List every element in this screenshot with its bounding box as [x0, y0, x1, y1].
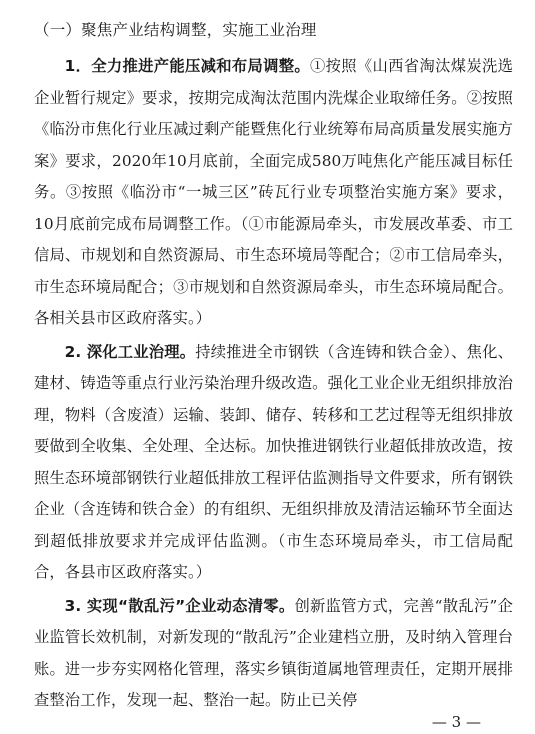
- page-number: — 3 —: [431, 713, 481, 731]
- paragraph-body: 创新监管方式，完善“散乱污”企业监管长效机制，对新发现的“散乱污”企业建档立册，及时纳入管理台账。进一步夯实网格化管理，落实乡镇街道属地管理责任，定期开展排查整治工作，发现一起、整治一起。防止已关停: [34, 596, 513, 709]
- paragraph-industrial-governance: [34, 337, 513, 589]
- paragraph-lead: 2. 深化工业治理。: [64, 342, 196, 361]
- paragraph-capacity-reduction: [34, 51, 513, 335]
- paragraph-body: ①按照《山西省淘汰煤炭洗选企业暂行规定》要求，按期完成淘汰范围内洗煤企业取缔任务。②按照《临汾市焦化行业压减过剩产能暨焦化行业统筹布局高质量发展实施方案》要求，2020年10月底前，全面完成580万吨焦化产能压减目标任务。③按照《临汾市“一城三区”砖瓦行业专项整治实施方案》要求，10月底前完成布局调整工作。（①市能源局牵头，市发展改革委、市工信局、市规划和自然资源局、市生态环境局等配合；②市工信局牵头，市生态环境局配合；③市规划和自然资源局牵头，市生态环境局配合。各相关县市区政府落实。）: [34, 57, 513, 327]
- paragraph-body: 持续推进全市钢铁（含连铸和铁合金）、焦化、建材、铸造等重点行业污染治理升级改造。强化工业企业无组织排放治理，物料（含废渣）运输、装卸、储存、转移和工艺过程等无组织排放要做到全收集、全处理、全达标。加快推进钢铁行业超低排放改造，按照生态环境部钢铁行业超低排放工程评估监测指导文件要求，所有钢铁企业（含连铸和铁合金）的有组织、无组织排放及清洁运输环节全面达到超低排放要求并完成评估监测。（市生态环境局牵头，市工信局配合，各县市区政府落实。）: [34, 342, 514, 581]
- paragraph-lead: 3. 实现“散乱污”企业动态清零。: [64, 596, 295, 615]
- section-heading: （一）聚焦产业结构调整，实施工业治理: [34, 21, 317, 39]
- paragraph-lead: 1．全力推进产能压减和布局调整。: [64, 57, 311, 75]
- paragraph-scattered-polluting-enterprises: [34, 591, 513, 717]
